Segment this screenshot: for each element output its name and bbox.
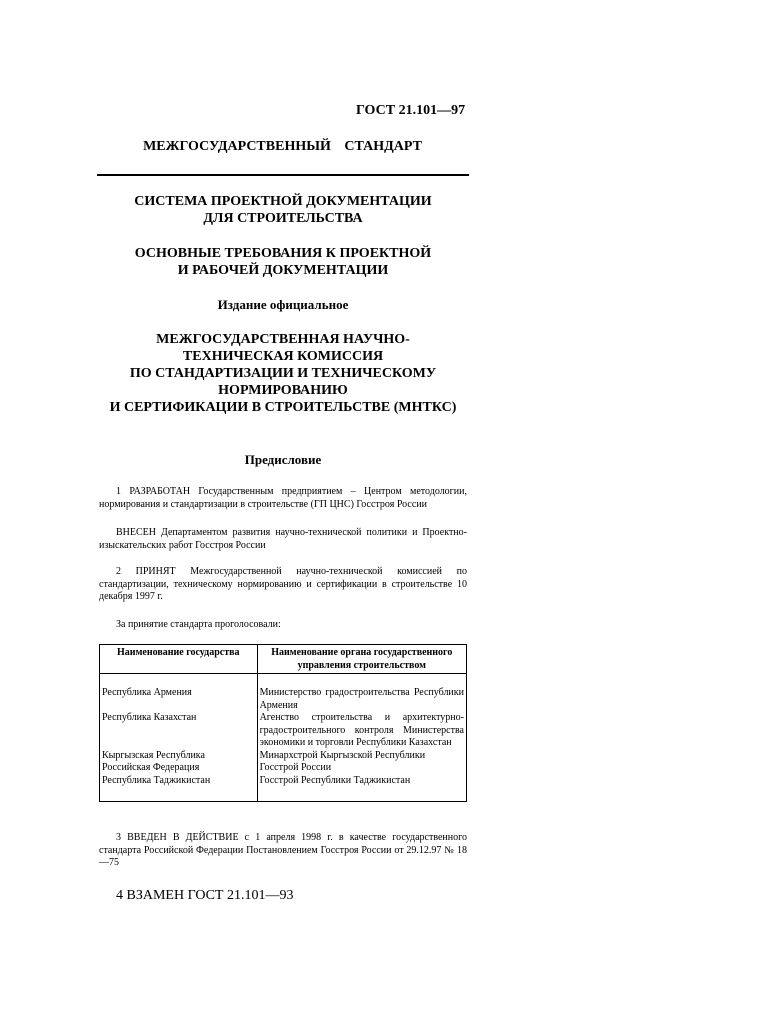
org-cell: Минархстрой Кыргызской Республики	[257, 750, 466, 763]
adopted-paragraph: 2 ПРИНЯТ Межгосударственной научно-технической комиссией по стандартизации, техническому нормированию и сертификации в строительстве 10 декабря 1997 г.	[99, 566, 467, 602]
system-title	[97, 193, 469, 227]
edition-label: Издание официальное	[217, 297, 349, 312]
requirements-title-line2: И РАБОЧЕЙ ДОКУМЕНТАЦИИ	[177, 263, 389, 278]
replaces-line: 4 ВЗАМЕН ГОСТ 21.101—93	[116, 888, 294, 903]
state-cell: Российская Федерация	[100, 762, 258, 775]
table-row	[100, 762, 467, 775]
gost-number: ГОСТ 21.101—97	[356, 103, 466, 118]
votes-table	[99, 644, 467, 802]
introduced-paragraph: ВНЕСЕН Департаментом развития научно-технической политики и Проектно-изыскательских работ Госстроя России	[99, 527, 467, 551]
org-cell: Министерство градостроительства Республики Армения	[257, 674, 466, 713]
state-cell: Республика Таджикистан	[100, 775, 258, 802]
org-cell: Госстрой Республики Таджикистан	[257, 775, 466, 802]
commission-title-line4: НОРМИРОВАНИЮ	[218, 383, 348, 398]
org-cell: Госстрой России	[257, 762, 466, 775]
developed-paragraph: 1 РАЗРАБОТАН Государственным предприятием – Центром методологии, нормирования и стандартизации в строительстве (ГП ЦНС) Госстроя России	[99, 486, 467, 510]
foreword-heading: Предисловие	[244, 452, 322, 467]
interstate-standard-heading: МЕЖГОСУДАРСТВЕННЫЙ СТАНДАРТ	[143, 139, 422, 154]
column-header-state: Наименование государства	[100, 645, 258, 674]
system-title-line1: СИСТЕМА ПРОЕКТНОЙ ДОКУМЕНТАЦИИ	[134, 194, 432, 209]
commission-title-line5: И СЕРТИФИКАЦИИ В СТРОИТЕЛЬСТВЕ (МНТКС)	[109, 400, 457, 415]
commission-title-line2: ТЕХНИЧЕСКАЯ КОМИССИЯ	[182, 349, 384, 364]
org-cell: Агенство строительства и архитектурно-градостроительного контроля Министерства экономики и торговли Республики Казахстан	[257, 712, 466, 750]
table-row	[100, 712, 467, 750]
commission-title	[97, 331, 469, 416]
table-row	[100, 674, 467, 713]
requirements-title	[97, 245, 469, 279]
column-header-org: Наименование органа государственного управления строительством	[257, 645, 466, 674]
header-divider	[97, 174, 469, 176]
system-title-line2: ДЛЯ СТРОИТЕЛЬСТВА	[203, 211, 363, 226]
state-cell: Республика Казахстан	[100, 712, 258, 750]
table-row	[100, 775, 467, 802]
state-cell: Республика Армения	[100, 674, 258, 713]
commission-title-line3: ПО СТАНДАРТИЗАЦИИ И ТЕХНИЧЕСКОМУ	[129, 366, 437, 381]
effective-paragraph: 3 ВВЕДЕН В ДЕЙСТВИЕ с 1 апреля 1998 г. в качестве государственного стандарта Российской Федерации Постановлением Госстроя России от 29.12.97 № 18—75	[99, 832, 467, 868]
voted-paragraph: За принятие стандарта проголосовали:	[116, 619, 281, 630]
table-header-row	[100, 645, 467, 674]
table-row	[100, 750, 467, 763]
state-cell: Кыргызская Республика	[100, 750, 258, 763]
commission-title-line1: МЕЖГОСУДАРСТВЕННАЯ НАУЧНО-	[156, 332, 410, 347]
requirements-title-line1: ОСНОВНЫЕ ТРЕБОВАНИЯ К ПРОЕКТНОЙ	[134, 246, 432, 261]
